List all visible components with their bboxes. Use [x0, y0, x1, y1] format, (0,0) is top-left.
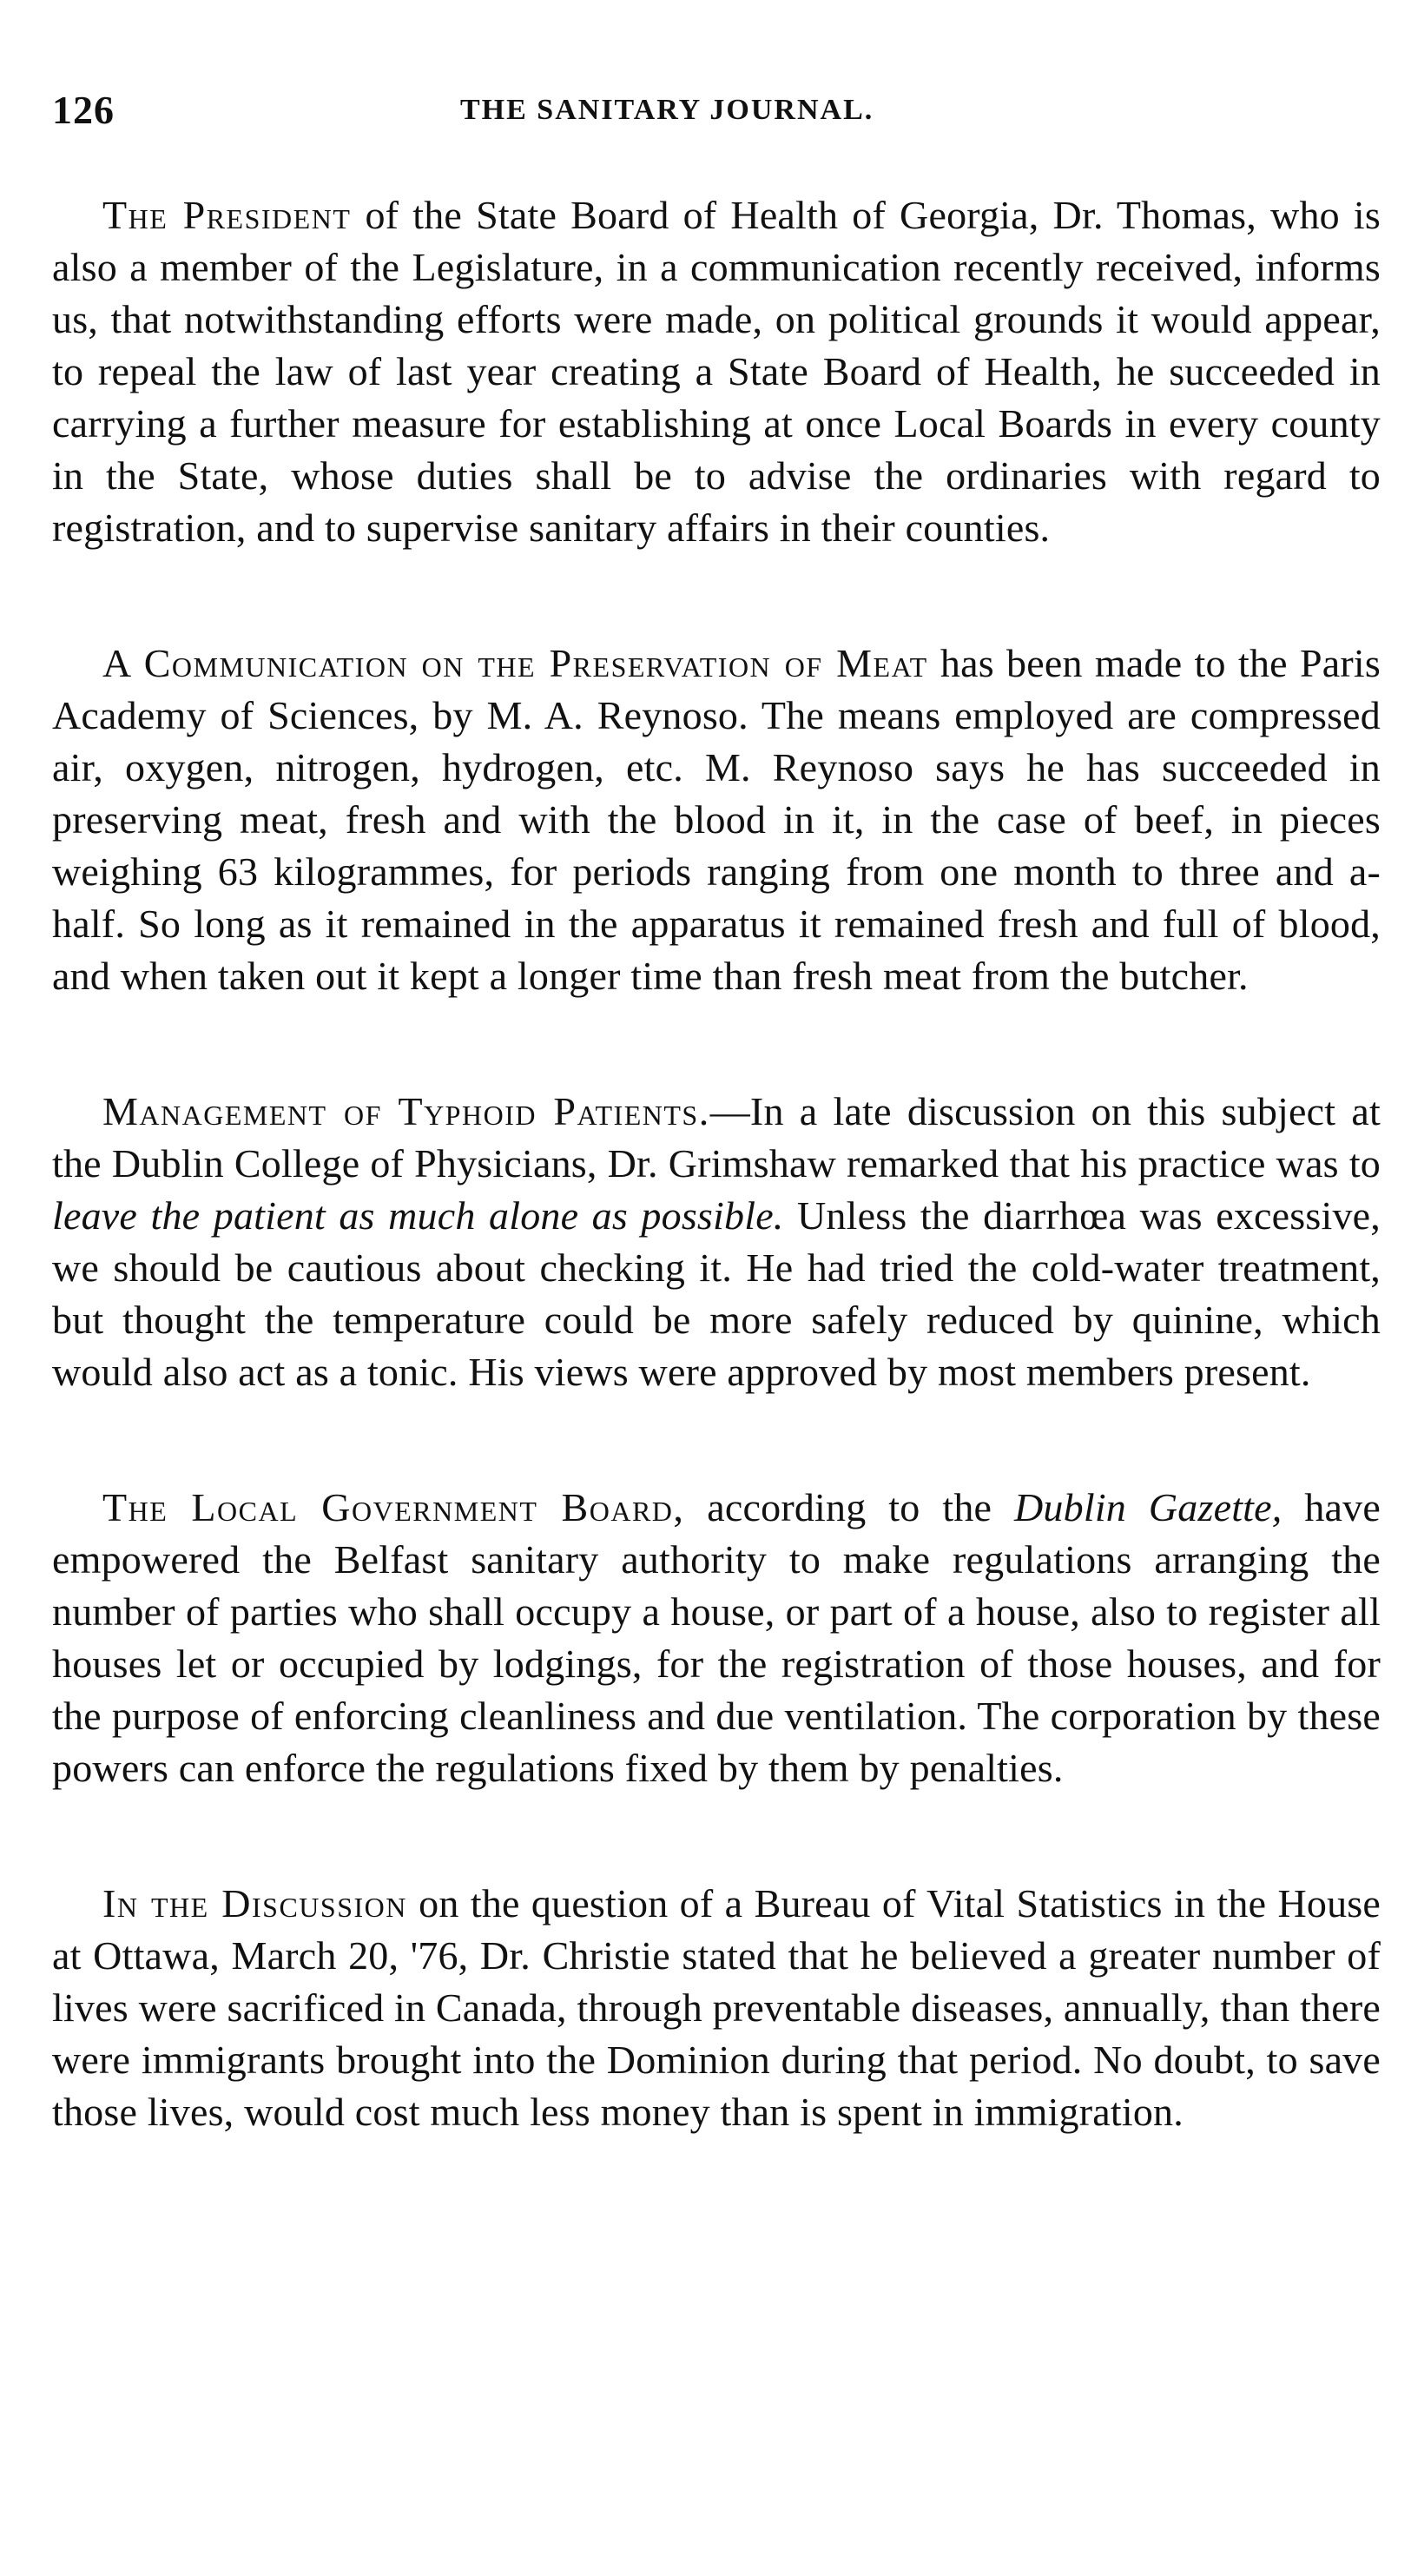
page-header	[52, 87, 1381, 139]
paragraph-lead: In the Discussion	[102, 1881, 407, 1925]
paragraph-text: have empowered the Belfast sanitary authority to make regulations arranging the number of parties who shall occupy a house, or part of a house, also to register all houses let or occupied by lodgings, for the registration of those houses, and for the purpose of enforcing cleanliness and due ventilation. The corporation by these powers can enforce the regulations fixed by them by penalties.	[52, 1485, 1381, 1790]
paragraph-text: of the State Board of Health of Georgia, Dr. Thomas, who is also a member of the Legislature, in a communication recently received, informs us, that notwithstanding efforts were made, on political grounds it would appear, to repeal the law of last year creating a State Board of Health, he succeeded in carrying a further measure for establishing at once Local Boards in every county in the State, whose duties shall be to advise the ordinaries with regard to registration, and to supervise sanitary affairs in their counties.	[52, 193, 1381, 550]
paragraph-typhoid-patients	[52, 1086, 1381, 1398]
paragraph-italic: Dublin Gazette,	[1014, 1485, 1282, 1529]
paragraph-text: on the question of a Bureau of Vital Statistics in the House at Ottawa, March 20, '76, Dr. Christie stated that he believed a greater number of lives were sacrificed in Canada, through preventable diseases, annually, than there were immigrants brought into the Dominion during that period. No doubt, to save those lives, would cost much less money than is spent in immigration.	[52, 1881, 1381, 2134]
paragraph-meat-preservation	[52, 637, 1381, 1002]
paragraph-lead: A Communication on the Preservation of Meat	[102, 641, 928, 685]
paragraph-italic: leave the patient as much alone as possible.	[52, 1193, 784, 1238]
paragraph-local-government-board	[52, 1482, 1381, 1794]
paragraph-georgia-board	[52, 189, 1381, 554]
running-title: THE SANITARY JOURNAL.	[460, 94, 874, 126]
journal-page	[52, 87, 1381, 2222]
paragraph-text: according to the	[684, 1485, 1015, 1529]
paragraph-text: has been made to the Paris Academy of Sciences, by M. A. Reynoso. The means employed are compressed air, oxygen, nitrogen, hydrogen, etc. M. Reynoso says he has succeeded in preserving meat, fresh and with the blood in it, in the case of beef, in pieces weighing 63 kilogrammes, for periods ranging from one month to three and a-half. So long as it remained in the apparatus it remained fresh and full of blood, and when taken out it kept a longer time than fresh meat from the butcher.	[52, 641, 1381, 998]
paragraph-text: —In a late discussion on this subject at the Dublin College of Physicians, Dr. Grimshaw remarked that his practice was to	[52, 1089, 1381, 1186]
paragraph-text: Unless the diarrhœa was excessive, we should be cautious about checking it. He had tried the cold-water treatment, but thought the temperature could be more safely reduced by quinine, which would also act as a tonic. His views were approved by most members present.	[52, 1193, 1381, 1394]
page-number: 126	[52, 88, 115, 132]
paragraph-lead: The President	[102, 193, 352, 237]
paragraph-lead: The Local Government Board,	[102, 1485, 685, 1529]
paragraph-lead: Management of Typhoid Patients.	[102, 1089, 710, 1133]
paragraph-vital-statistics	[52, 1878, 1381, 2138]
